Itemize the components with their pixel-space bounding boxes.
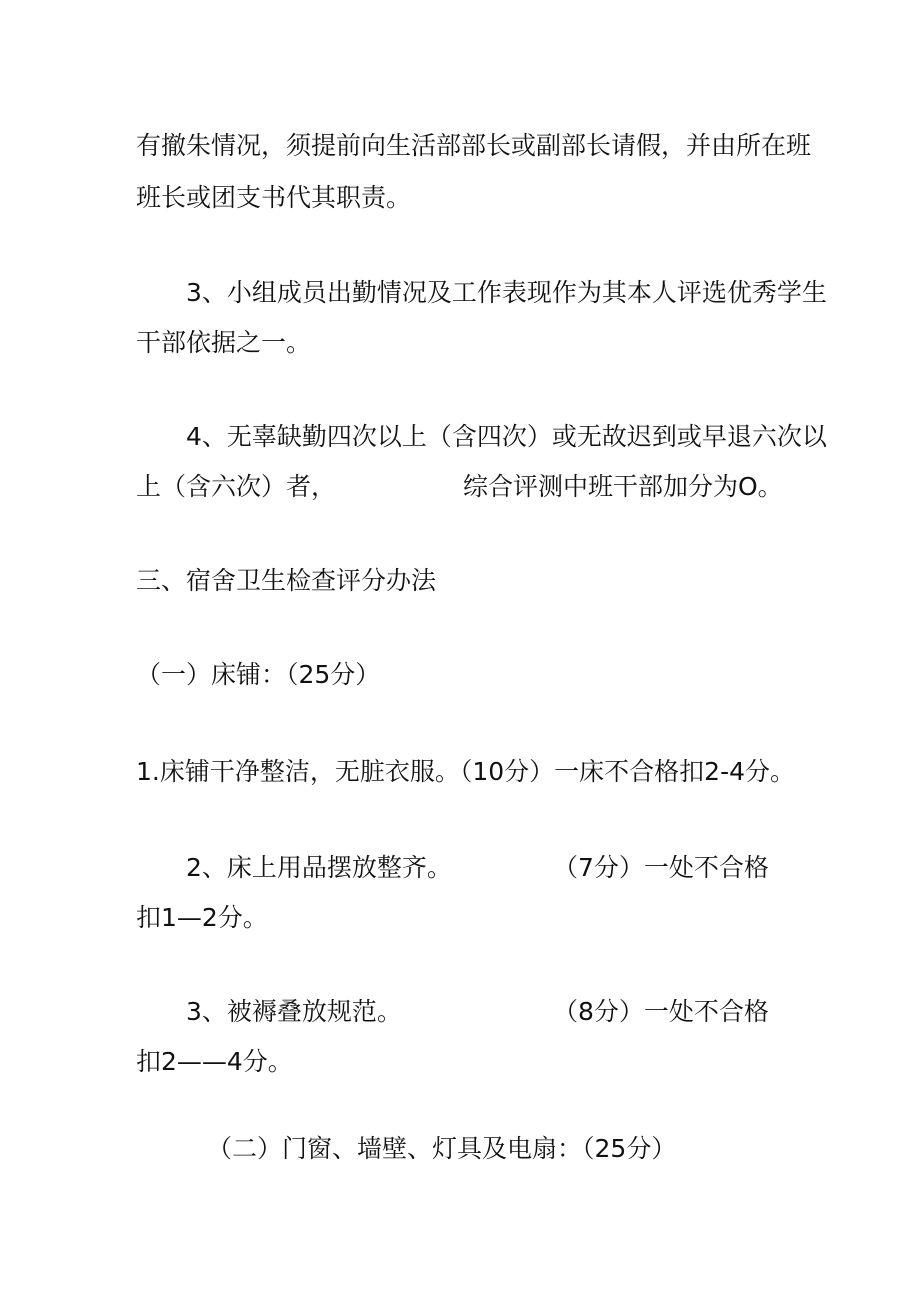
item1-text: 1.床铺干净整洁，无脏衣服。（10分）一床不合格扣2-4分。 <box>136 757 795 786</box>
para2-line1: 3、小组成员出勤情况及工作表现作为其本人评选优秀学生 <box>186 278 827 307</box>
para3-line2a: 上（含六次）者， <box>136 472 337 501</box>
para1-line2: 班长或团支书代其职责。 <box>136 183 412 212</box>
para1-line1: 有撤朱情况，须提前向生活部部长或副部长请假，并由所在班 <box>136 131 812 160</box>
item2-score: （7分）一处不合格 <box>553 853 769 882</box>
para3-line1: 4、无辜缺勤四次以上（含四次）或无故迟到或早退六次以 <box>186 422 827 451</box>
item2-text: 2、床上用品摆放整齐。 <box>186 853 452 882</box>
item3-line2: 扣2——4分。 <box>136 1047 293 1076</box>
sub1-title: （一）床铺：（25分） <box>136 660 381 689</box>
item3-score: （8分）一处不合格 <box>553 997 769 1026</box>
sub2-title: （二）门窗、墙壁、灯具及电扇：（25分） <box>207 1134 677 1163</box>
item3-text: 3、被褥叠放规范。 <box>186 997 402 1026</box>
para2-line2: 干部依据之一。 <box>136 328 312 357</box>
item2-line2: 扣1—2分。 <box>136 903 268 932</box>
para3-line2b: 综合评测中班干部加分为O。 <box>463 472 783 501</box>
section3-title: 三、宿舍卫生检查评分办法 <box>136 566 437 595</box>
